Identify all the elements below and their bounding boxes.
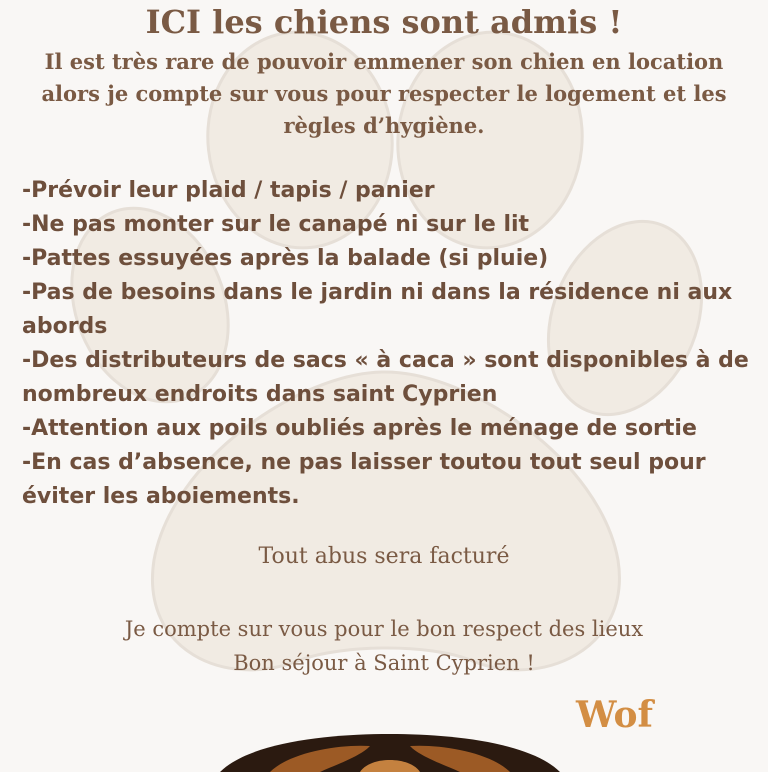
rule-item: -Ne pas monter sur le canapé ni sur le lit [22,212,530,237]
billing-notice: Tout abus sera facturé [258,544,510,569]
signature: Wof [576,694,653,736]
closing-message [0,612,768,680]
flyer-title: ICI les chiens sont admis ! [145,3,623,41]
rule-item: -Pas de besoins dans le jardin ni dans la résidence ni aux abords [22,280,733,339]
rule-item: -Pattes essuyées après la balade (si pluie) [22,246,549,271]
closing-line-respect: Je compte sur vous pour le bon respect des lieux [124,617,644,641]
closing-line-stay: Bon séjour à Saint Cyprien ! [233,651,535,675]
intro-paragraph: Il est très rare de pouvoir emmener son chien en location alors je compte sur vous pour respecter le logement et les règles d’hygiène. [41,49,727,138]
rule-item: -Prévoir leur plaid / tapis / panier [22,178,435,203]
rule-item: -Attention aux poils oubliés après le ménage de sortie [22,416,697,441]
rules-list [22,174,762,514]
rule-item: -En cas d’absence, ne pas laisser toutou tout seul pour éviter les aboiements. [22,450,706,509]
rule-item: -Des distributeurs de sacs « à caca » sont disponibles à de nombreux endroits dans saint Cyprien [22,348,749,407]
